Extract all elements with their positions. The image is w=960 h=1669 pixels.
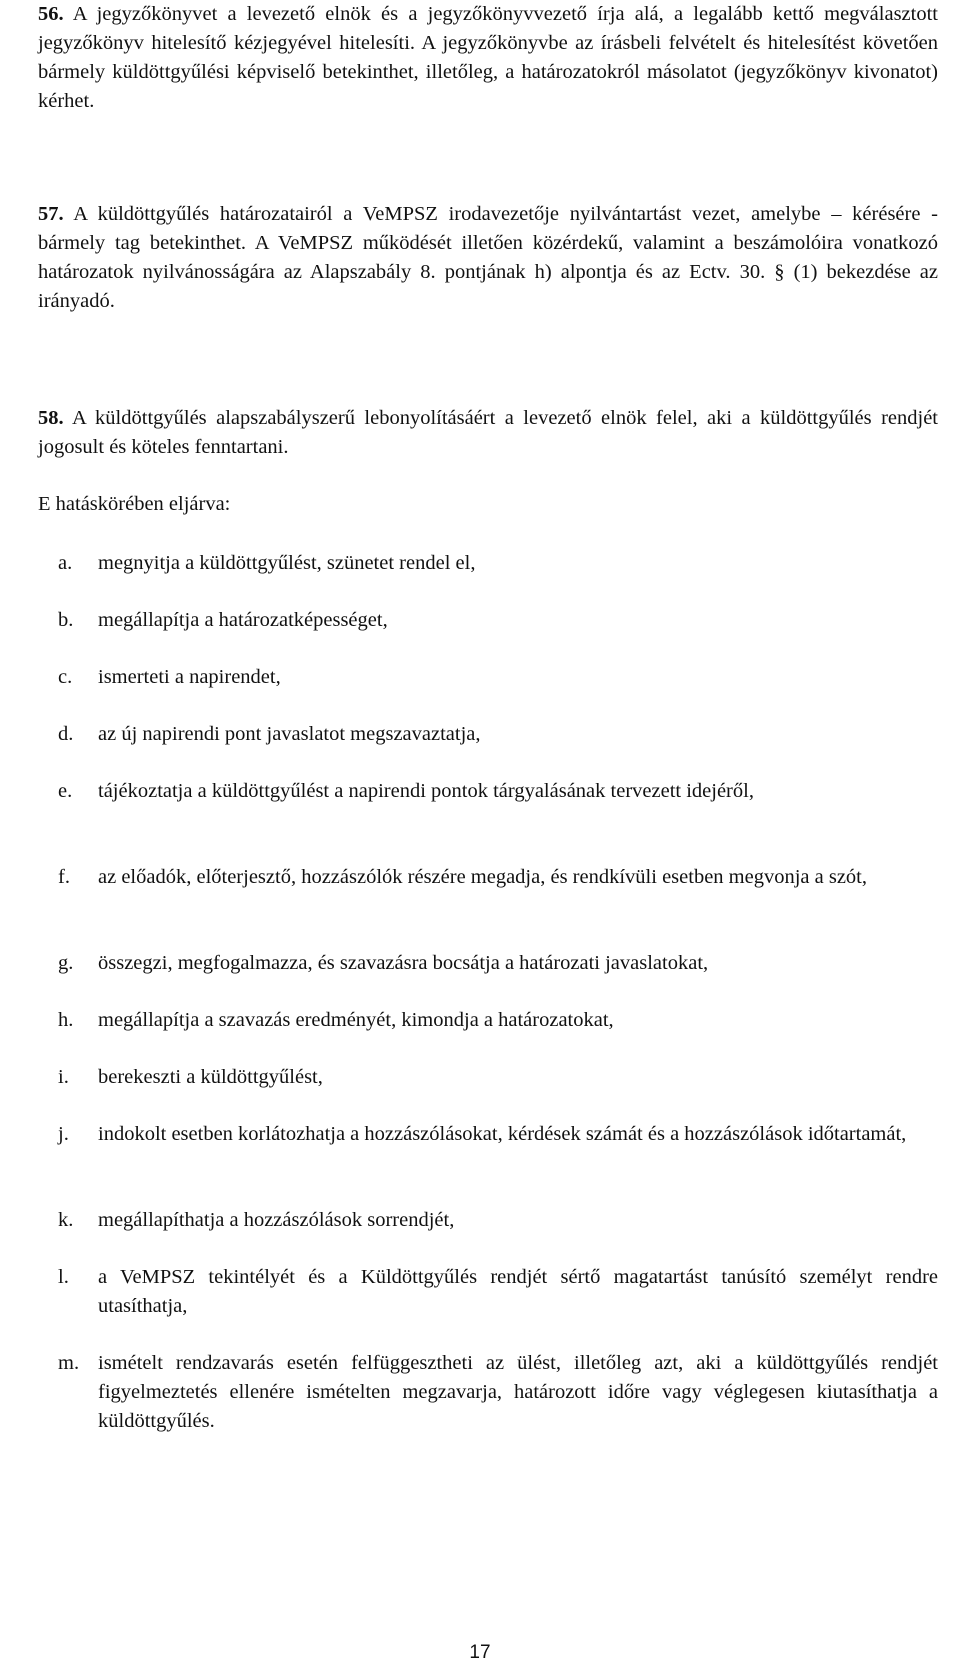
section-text: A küldöttgyűlés alapszabályszerű lebonyolításáért a levezető elnök felel, aki a küldöttgyűlés rendjét jogosult és köteles fenntartani.: [38, 407, 938, 458]
list-item-text: az előadók, előterjesztő, hozzászólók részére megadja, és rendkívüli esetben megvonja a szót,: [98, 866, 868, 888]
list-item-letter: e.: [58, 780, 73, 802]
list-item-letter: m.: [58, 1352, 80, 1374]
list-item: [58, 720, 938, 749]
section-number: 58.: [38, 407, 64, 429]
list-item: [58, 1349, 938, 1436]
list-item: [58, 606, 938, 635]
list-item-letter: i.: [58, 1066, 69, 1088]
list-item-letter: a.: [58, 552, 73, 574]
list-item-text: megállapíthatja a hozzászólások sorrendjét,: [98, 1209, 455, 1231]
list-item-letter: b.: [58, 609, 74, 631]
list-item: [58, 663, 938, 692]
list-item-text: megállapítja a szavazás eredményét, kimondja a határozatokat,: [98, 1009, 614, 1031]
list-item-text: ismerteti a napirendet,: [98, 666, 281, 688]
list-item-letter: d.: [58, 723, 74, 745]
list-item-letter: c.: [58, 666, 73, 688]
list-item-text: berekeszti a küldöttgyűlést,: [98, 1066, 323, 1088]
list-item-text: tájékoztatja a küldöttgyűlést a napirendi pontok tárgyalásának tervezett idejéről,: [98, 780, 754, 802]
section-58-intro: E hatáskörében eljárva:: [38, 493, 231, 515]
list-item: [58, 1206, 938, 1235]
list-item-text: ismételt rendzavarás esetén felfüggesztheti az ülést, illetőleg azt, aki a küldöttgyűlés rendjét figyelmeztetés ellenére ismételten megzavarja, határozott időre vagy véglegesen kiutasíthatja a küldöttgyűlés.: [98, 1352, 938, 1432]
list-item-text: összegzi, megfogalmazza, és szavazásra bocsátja a határozati javaslatokat,: [98, 952, 709, 974]
list-item-letter: j.: [58, 1123, 69, 1145]
list-item-letter: f.: [58, 866, 70, 888]
page-number: 17: [469, 1642, 491, 1663]
list-item-letter: k.: [58, 1209, 74, 1231]
list-item: [58, 863, 938, 892]
section-58: [38, 404, 938, 462]
list-item: [58, 1063, 938, 1092]
list-item-text: az új napirendi pont javaslatot megszavaztatja,: [98, 723, 481, 745]
section-number: 57.: [38, 203, 64, 225]
list-item-letter: h.: [58, 1009, 74, 1031]
list-item-letter: g.: [58, 952, 74, 974]
section-56: [38, 0, 938, 116]
section-number: 56.: [38, 3, 64, 25]
list-item: [58, 777, 938, 806]
list-item-letter: l.: [58, 1266, 69, 1288]
list-item-text: megnyitja a küldöttgyűlést, szünetet rendel el,: [98, 552, 476, 574]
section-text: A jegyzőkönyvet a levezető elnök és a jegyzőkönyvvezető írja alá, a legalább kettő megválasztott jegyzőkönyv hitelesítő kézjegyével hitelesíti. A jegyzőkönyvbe az írásbeli felvételt és hitelesítést követően bármely küldöttgyűlési képviselő betekinthet, illetőleg, a határozatokról másolatot (jegyzőkönyv kivonatot) kérhet.: [38, 3, 938, 112]
section-text: A küldöttgyűlés határozatairól a VeMPSZ irodavezetője nyilvántartást vezet, amelybe – kérésére - bármely tag betekinthet. A VeMPSZ működését illetően közérdekű, valamint a beszámolóira vonatkozó határozatok nyilvánosságára az Alapszabály 8. pontjának h) alpontja és az Ectv. 30. § (1) bekezdése az irányadó.: [38, 203, 938, 312]
list-item: [58, 1120, 938, 1149]
section-57: [38, 200, 938, 316]
list-item: [58, 549, 938, 578]
list-item-text: indokolt esetben korlátozhatja a hozzászólásokat, kérdések számát és a hozzászólások időtartamát,: [98, 1123, 907, 1145]
list-item: [58, 949, 938, 978]
list-item: [58, 1006, 938, 1035]
list-item: [58, 1263, 938, 1321]
list-item-text: megállapítja a határozatképességet,: [98, 609, 388, 631]
list-item-text: a VeMPSZ tekintélyét és a Küldöttgyűlés rendjét sértő magatartást tanúsító személyt rendre utasíthatja,: [98, 1266, 938, 1317]
